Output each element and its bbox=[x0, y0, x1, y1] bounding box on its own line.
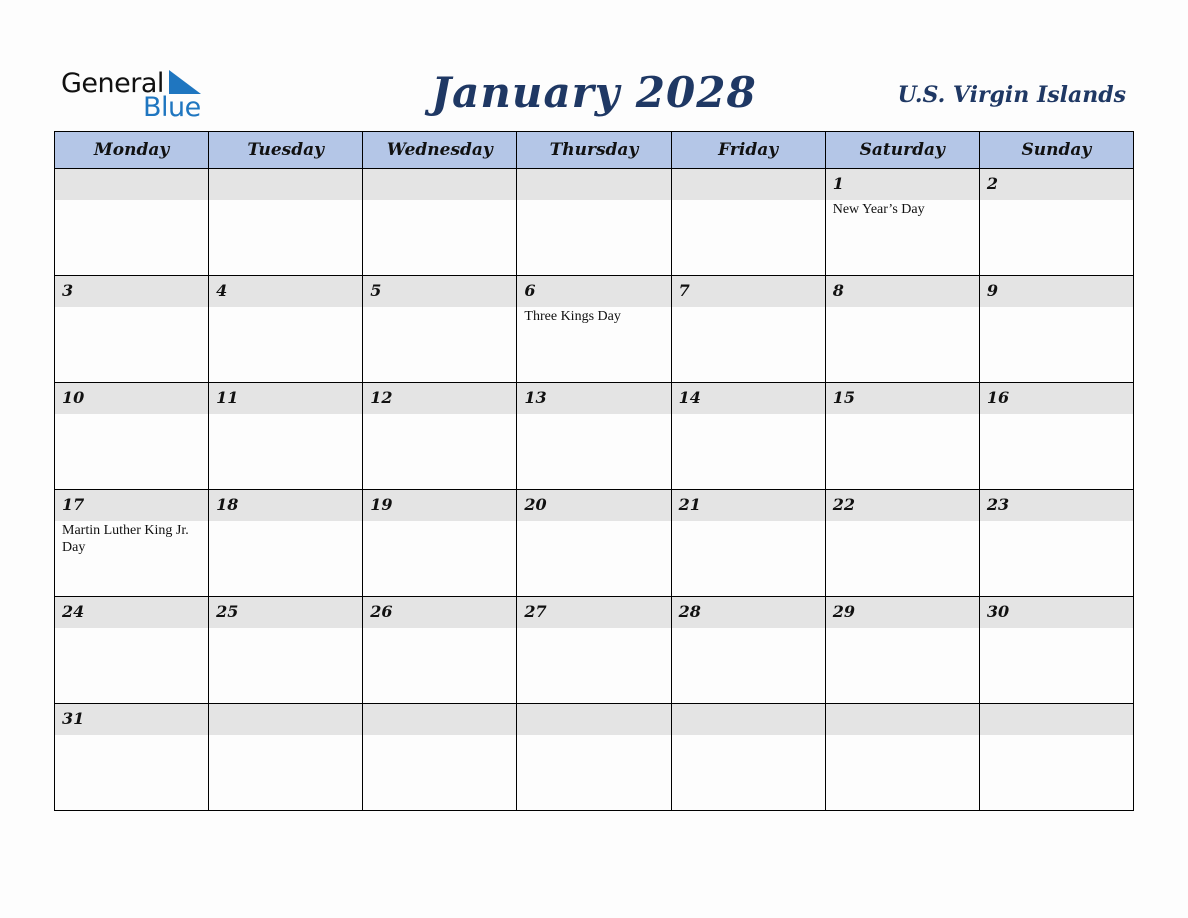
day-cell bbox=[55, 276, 209, 383]
day-number: 11 bbox=[216, 388, 239, 407]
day-number-bar bbox=[980, 597, 1133, 628]
holiday-label bbox=[980, 735, 1133, 736]
day-cell bbox=[979, 383, 1133, 490]
day-cell bbox=[209, 490, 363, 597]
day-number-bar bbox=[517, 704, 670, 735]
day-number-bar bbox=[672, 490, 825, 521]
day-number: 5 bbox=[370, 281, 382, 300]
holiday-label bbox=[363, 307, 516, 308]
holiday-label bbox=[672, 628, 825, 629]
holiday-label bbox=[517, 521, 670, 522]
day-number: 29 bbox=[832, 602, 855, 621]
holiday-label bbox=[363, 628, 516, 629]
day-number: 9 bbox=[986, 281, 998, 300]
day-number-bar bbox=[517, 597, 670, 628]
week-row bbox=[55, 383, 1134, 490]
day-cell bbox=[517, 276, 671, 383]
weekday-header: Friday bbox=[671, 132, 825, 169]
day-number: 28 bbox=[678, 602, 701, 621]
week-row bbox=[55, 169, 1134, 276]
holiday-label bbox=[980, 414, 1133, 415]
day-number-bar bbox=[826, 597, 979, 628]
day-cell bbox=[825, 597, 979, 704]
holiday-label bbox=[55, 628, 208, 629]
day-cell bbox=[363, 383, 517, 490]
day-cell bbox=[979, 597, 1133, 704]
day-cell bbox=[979, 169, 1133, 276]
week-row bbox=[55, 597, 1134, 704]
day-cell bbox=[979, 276, 1133, 383]
day-number-bar bbox=[672, 597, 825, 628]
day-number: 25 bbox=[216, 602, 239, 621]
day-number: 10 bbox=[62, 388, 85, 407]
holiday-label bbox=[209, 521, 362, 522]
day-number-bar bbox=[363, 276, 516, 307]
day-number: 6 bbox=[524, 281, 536, 300]
day-cell bbox=[363, 169, 517, 276]
day-number-bar bbox=[363, 490, 516, 521]
day-number-bar bbox=[363, 597, 516, 628]
day-number-bar bbox=[55, 490, 208, 521]
holiday-label bbox=[209, 307, 362, 308]
day-number-bar bbox=[826, 490, 979, 521]
holiday-label bbox=[980, 521, 1133, 522]
holiday-label: Three Kings Day bbox=[524, 309, 621, 324]
weekday-header: Monday bbox=[55, 132, 209, 169]
day-number: 24 bbox=[62, 602, 85, 621]
day-cell bbox=[363, 276, 517, 383]
holiday-label bbox=[672, 414, 825, 415]
holiday-label bbox=[363, 414, 516, 415]
day-cell bbox=[517, 597, 671, 704]
day-cell bbox=[55, 490, 209, 597]
week-row bbox=[55, 704, 1134, 811]
day-number-bar bbox=[517, 169, 670, 200]
day-number: 8 bbox=[832, 281, 844, 300]
holiday-label bbox=[209, 628, 362, 629]
page-title: January 2028 bbox=[431, 68, 757, 117]
day-number-bar bbox=[980, 704, 1133, 735]
holiday-label bbox=[826, 628, 979, 629]
day-number-bar bbox=[826, 169, 979, 200]
day-cell bbox=[209, 383, 363, 490]
day-number: 16 bbox=[986, 388, 1010, 407]
calendar-grid bbox=[54, 131, 1134, 811]
day-number-bar bbox=[209, 169, 362, 200]
holiday-label bbox=[672, 735, 825, 736]
holiday-label bbox=[826, 414, 979, 415]
day-cell bbox=[671, 597, 825, 704]
day-cell bbox=[671, 490, 825, 597]
day-cell bbox=[363, 597, 517, 704]
day-cell bbox=[55, 597, 209, 704]
day-cell bbox=[979, 490, 1133, 597]
day-cell bbox=[671, 383, 825, 490]
holiday-label bbox=[672, 521, 825, 522]
holiday-label bbox=[517, 735, 670, 736]
week-row bbox=[55, 276, 1134, 383]
day-cell bbox=[209, 704, 363, 811]
day-number-bar bbox=[980, 383, 1133, 414]
weekday-header: Wednesday bbox=[363, 132, 517, 169]
day-cell bbox=[825, 704, 979, 811]
day-number-bar bbox=[209, 490, 362, 521]
day-cell bbox=[517, 490, 671, 597]
day-number-bar bbox=[672, 276, 825, 307]
weekday-header-row bbox=[55, 132, 1134, 169]
day-number: 13 bbox=[524, 388, 547, 407]
day-cell bbox=[825, 383, 979, 490]
day-number-bar bbox=[672, 383, 825, 414]
day-cell bbox=[517, 169, 671, 276]
week-row bbox=[55, 490, 1134, 597]
day-number-bar bbox=[826, 704, 979, 735]
day-number-bar bbox=[55, 704, 208, 735]
day-cell bbox=[671, 169, 825, 276]
day-number-bar bbox=[363, 704, 516, 735]
day-cell bbox=[209, 276, 363, 383]
day-number-bar bbox=[55, 597, 208, 628]
logo-text-general: General bbox=[61, 68, 164, 99]
day-number-bar bbox=[209, 276, 362, 307]
holiday-label bbox=[980, 307, 1133, 308]
day-number: 19 bbox=[370, 495, 393, 514]
weekday-header: Saturday bbox=[825, 132, 979, 169]
holiday-label bbox=[363, 735, 516, 736]
day-number: 26 bbox=[370, 602, 393, 621]
day-number-bar bbox=[672, 169, 825, 200]
holiday-label bbox=[209, 200, 362, 201]
day-number: 14 bbox=[678, 388, 701, 407]
day-cell bbox=[55, 169, 209, 276]
day-cell bbox=[363, 704, 517, 811]
day-number: 12 bbox=[370, 388, 393, 407]
day-number: 30 bbox=[986, 602, 1010, 621]
day-number: 3 bbox=[62, 281, 74, 300]
holiday-label bbox=[980, 628, 1133, 629]
day-number-bar bbox=[517, 383, 670, 414]
day-number: 1 bbox=[832, 174, 844, 193]
holiday-label bbox=[980, 200, 1133, 201]
holiday-label bbox=[55, 735, 208, 736]
day-number-bar bbox=[55, 169, 208, 200]
day-number: 7 bbox=[678, 281, 690, 300]
day-number-bar bbox=[517, 490, 670, 521]
day-number-bar bbox=[826, 276, 979, 307]
day-number-bar bbox=[209, 704, 362, 735]
day-cell bbox=[825, 276, 979, 383]
day-number: 20 bbox=[524, 495, 547, 514]
day-cell bbox=[979, 704, 1133, 811]
holiday-label bbox=[55, 307, 208, 308]
day-cell bbox=[209, 597, 363, 704]
day-number: 15 bbox=[832, 388, 855, 407]
day-cell bbox=[825, 490, 979, 597]
day-number: 18 bbox=[216, 495, 239, 514]
day-number: 21 bbox=[678, 495, 701, 514]
day-number: 27 bbox=[524, 602, 547, 621]
holiday-label bbox=[209, 735, 362, 736]
holiday-label bbox=[363, 521, 516, 522]
holiday-label: New Year’s Day bbox=[832, 202, 925, 217]
day-cell bbox=[55, 704, 209, 811]
day-number: 22 bbox=[832, 495, 855, 514]
day-number: 17 bbox=[62, 495, 85, 514]
day-number-bar bbox=[209, 383, 362, 414]
day-number-bar bbox=[363, 169, 516, 200]
holiday-label bbox=[517, 628, 670, 629]
day-number: 4 bbox=[216, 281, 228, 300]
day-number-bar bbox=[980, 276, 1133, 307]
day-cell bbox=[671, 704, 825, 811]
holiday-label bbox=[517, 200, 670, 201]
day-number-bar bbox=[672, 704, 825, 735]
holiday-label bbox=[55, 200, 208, 201]
holiday-label bbox=[363, 200, 516, 201]
logo-text-blue: Blue bbox=[143, 92, 201, 123]
holiday-label bbox=[672, 307, 825, 308]
day-cell bbox=[363, 490, 517, 597]
day-cell bbox=[517, 383, 671, 490]
day-number-bar bbox=[55, 383, 208, 414]
day-number-bar bbox=[517, 276, 670, 307]
day-number: 23 bbox=[986, 495, 1010, 514]
holiday-label bbox=[672, 200, 825, 201]
day-number-bar bbox=[826, 383, 979, 414]
holiday-label bbox=[209, 414, 362, 415]
region-label: U.S. Virgin Islands bbox=[897, 82, 1126, 108]
day-cell bbox=[55, 383, 209, 490]
day-cell bbox=[209, 169, 363, 276]
day-number-bar bbox=[980, 490, 1133, 521]
day-number-bar bbox=[363, 383, 516, 414]
day-number: 2 bbox=[986, 174, 998, 193]
weekday-header: Tuesday bbox=[209, 132, 363, 169]
day-cell bbox=[671, 276, 825, 383]
holiday-label bbox=[517, 414, 670, 415]
weekday-header: Thursday bbox=[517, 132, 671, 169]
holiday-label bbox=[826, 307, 979, 308]
holiday-label bbox=[826, 735, 979, 736]
holiday-label bbox=[826, 521, 979, 522]
day-number-bar bbox=[980, 169, 1133, 200]
day-number-bar bbox=[55, 276, 208, 307]
holiday-label bbox=[55, 414, 208, 415]
holiday-label: Martin Luther King Jr. Day bbox=[62, 523, 189, 555]
day-cell bbox=[825, 169, 979, 276]
day-number-bar bbox=[209, 597, 362, 628]
day-number: 31 bbox=[62, 709, 85, 728]
day-cell bbox=[517, 704, 671, 811]
weekday-header: Sunday bbox=[979, 132, 1133, 169]
